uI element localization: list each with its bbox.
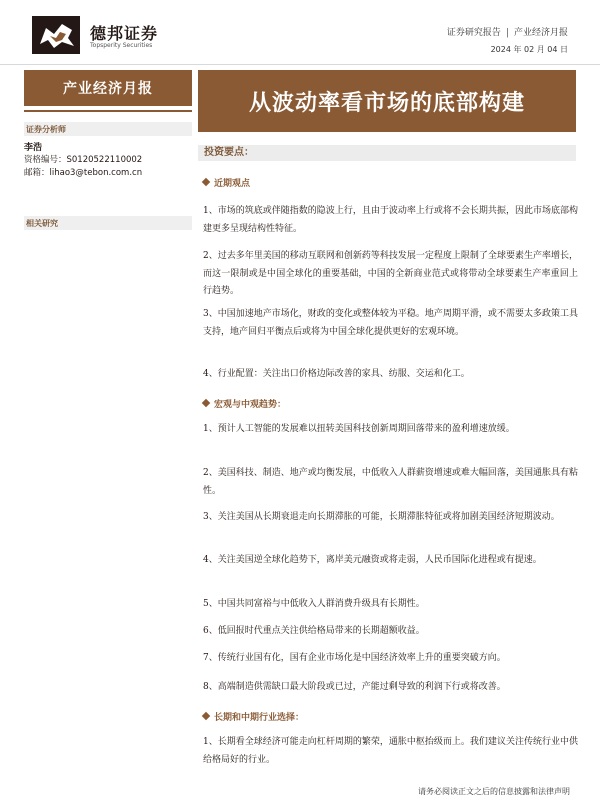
list-item: 3、中国加速地产市场化，财政的变化或整体较为平稳。地产周期平滑，或不需要太多政策工具支持，地产回归平衡点后或将为中国全球化提供更好的宏观环境。 [203, 309, 578, 337]
list-item: 1、预计人工智能的发展难以扭转美国科技创新周期回落带来的盈利增速放缓。 [203, 424, 515, 434]
list-item: 7、传统行业国有化，国有企业市场化是中国经济效率上升的重要突破方向。 [203, 653, 506, 663]
company-name: 德邦证券 [90, 24, 159, 43]
report-date: 2024 年 02 月 04 日 [490, 45, 568, 54]
analyst-name: 李浩 [24, 143, 43, 153]
section-heading-industry-selection: 长期和中期行业选择： [203, 710, 304, 723]
list-item: 2、过去多年里美国的移动互联网和创新药等科技发展一定程度上限制了全球要素生产率增长，而这一限制或是中国全球化的重要基础，中国的全新商业范式或将带动全球要素生产率重回上行趋势。 [203, 251, 578, 297]
separator: | [505, 28, 509, 38]
report-type-line [447, 25, 568, 38]
analyst-email[interactable]: 邮箱：lihao3@tebon.com.cn [24, 168, 143, 178]
disclaimer-footer: 请务必阅读正文之后的信息披露和法律声明 [418, 787, 570, 796]
list-item: 3、关注美国从长期衰退走向长期滞胀的可能，长期滞胀特征或将加剧美国经济短期波动。 [203, 512, 560, 522]
report-type: 证券研究报告 [446, 28, 501, 38]
related-research-heading: 相关研究 [24, 216, 192, 230]
section-heading-macro-trends: 宏观与中观趋势： [203, 397, 286, 410]
category-banner: 产业经济月报 [24, 70, 192, 106]
company-logo [32, 16, 80, 54]
diamond-bullet-icon [202, 178, 210, 186]
investment-points-heading: 投资要点： [198, 145, 576, 161]
section-heading-recent-views: 近期观点 [203, 176, 250, 189]
list-item: 5、中国共同富裕与中低收入人群消费升级具有长期性。 [203, 599, 425, 609]
analyst-heading: 证券分析师 [24, 122, 192, 136]
analyst-cert: 资格编号：S0120522110002 [24, 155, 143, 165]
list-item: 4、关注美国逆全球化趋势下，离岸美元融资或将走弱，人民币国际化进程或有提速。 [203, 555, 542, 565]
category-underline [24, 110, 192, 112]
list-item: 8、高端制造供需缺口最大阶段或已过，产能过剩导致的利润下行或将改善。 [203, 682, 506, 692]
bull-logo-icon [32, 16, 80, 54]
diamond-bullet-icon [202, 399, 210, 407]
list-item: 6、低回报时代重点关注供给格局带来的长期超额收益。 [203, 626, 425, 636]
diamond-bullet-icon [202, 712, 210, 720]
header-divider [0, 64, 600, 65]
report-title: 从波动率看市场的底部构建 [198, 70, 576, 132]
list-item: 1、市场的筑底或伴随指数的隐波上行，且由于波动率上行或将不会长期共振，因此市场底部构建更多呈现结构性特征。 [203, 206, 578, 234]
report-category: 产业经济月报 [513, 28, 568, 38]
company-name-en: Topsperity Securities [90, 42, 153, 49]
list-item: 1、长期看全球经济可能走向杠杆周期的繁荣，通胀中枢抬级而上。我们建议关注传统行业中供给格局好的行业。 [203, 737, 578, 765]
list-item: 2、美国科技、制造、地产或均衡发展，中低收入人群薪资增速或难大幅回落，美国通胀具有粘性。 [203, 468, 578, 496]
list-item: 4、行业配置：关注出口价格边际改善的家具、纺服、交运和化工。 [203, 369, 470, 379]
